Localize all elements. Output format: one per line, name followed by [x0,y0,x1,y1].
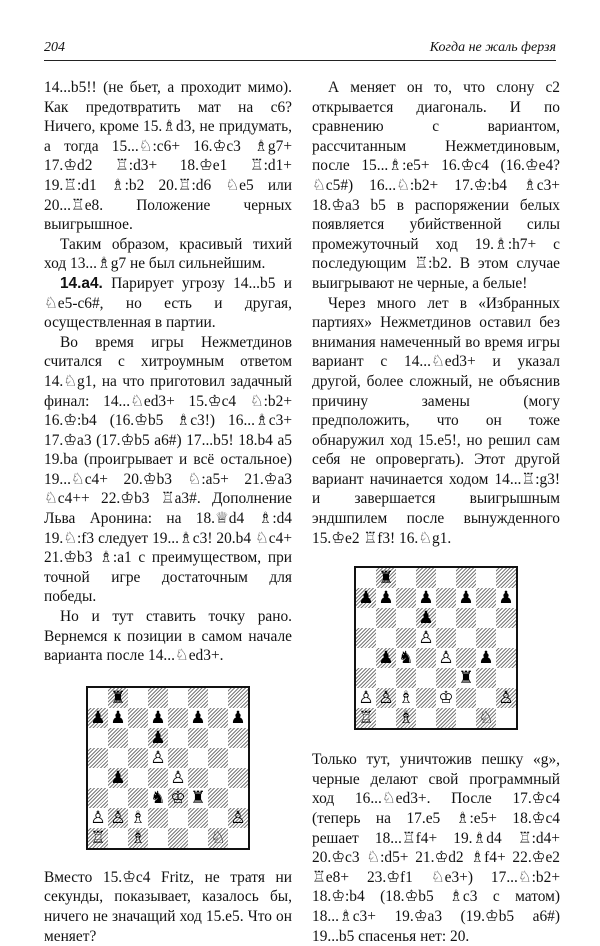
chess-piece-square: ♔ [436,688,456,708]
chess-piece-square: ♟ [108,708,128,728]
board-square [436,588,456,608]
board-square [456,648,476,668]
board-square [436,708,456,728]
board-square [208,768,228,788]
chess-board [86,686,250,850]
chess-piece-square: ♗ [396,688,416,708]
paragraph: Таким образом, красивый тихий ход 13...♗g7 не был сильнейшим. [44,235,292,273]
page-number: 204 [44,40,65,55]
paragraph: Только тут, уничтожив пешку «g», черные делают свой программный ход 16...♘ed3+. После 17.♔c4 (теперь на 17.e5 ♗:e5+ 18.♔c4 решает 18...♖f4+ 19.♗d4 ♖:d4+ 20.♔c3 ♘:d5+ 21.♔d2 ♗f4+ 22.♔e2 ♖e8+ 23.♔f1 ♘e3+) 17...♘:b2+ 18.♔:b4 (18.♔b5 ♗c3 с матом) 18...♗c3+ 19.♔a3 (19.♔b5 a6#) 19...b5 спасенья нет: 20. [312,751,560,945]
board-square [168,728,188,748]
move-number: 14.a4. [60,274,103,292]
chess-piece-square: ♙ [436,648,456,668]
board-square [476,688,496,708]
page-header [44,38,556,61]
paragraph: Во время игры Нежметдинов считался с хитроумным ответом 14.♘g1, на что приготовил задачный финал: 14...♘ed3+ 15.♔c4 ♘:b2+ 16.♔:b4 (16.♔b5 ♗c3!) 16...♗c3+ 17.♔a3 (17.♔b5 a6#) 17...b5! 18.b4 a5 19.ba (проигрывает и всё остальное) 19...♘c4+ 20.♔b3 ♘:a5+ 21.♔a3 ♘c4++ 22.♔b3 ♖a3#. Дополнение Льва Аронина: на 18.♕d4 ♗:d4 19.♘:f3 следует 19...♗c3! 20.b4 ♘c4+ 21.♔b3 ♗:a1 с преимуществом, при точной игре достаточным для победы. [44,333,292,606]
board-square [436,668,456,688]
board-square [188,768,208,788]
board-square [188,828,208,848]
board-square [356,608,376,628]
board-square [128,748,148,768]
board-square [168,708,188,728]
chess-piece-square: ♟ [416,608,436,628]
board-square [88,728,108,748]
paragraph: Через много лет в «Избранных партиях» Нежметдинов оставил без внимания намеченный во время игры вариант с 14...♘ed3+ и указал другой, более сложный, не объяснив причину замены (могу предположить, что он тоже обнаружил ход 15.e5!, но решил сам себя не опровергать). Этот другой вариант начинается ходом 14...♖:g3! и завершается выигрышным эндшпилем после вынужденного 15.♔e2 ♖f3! 16.♘g1. [312,294,560,547]
board-square [416,648,436,668]
board-square [496,608,516,628]
board-square [188,728,208,748]
board-square [208,728,228,748]
board-square [128,788,148,808]
board-square [456,628,476,648]
chess-piece-square: ♙ [416,628,436,648]
board-square [356,628,376,648]
board-square [88,748,108,768]
board-square [376,708,396,728]
chess-piece-square: ♙ [88,808,108,828]
chess-piece-square: ♗ [396,708,416,728]
board-square [228,788,248,808]
chess-piece-square: ♘ [208,828,228,848]
board-square [476,668,496,688]
running-title: Когда не жаль ферзя [429,40,556,55]
board-square [148,688,168,708]
chess-piece-square: ♜ [188,788,208,808]
chess-piece-square: ♙ [356,688,376,708]
chess-piece-square: ♞ [148,788,168,808]
chess-piece-square: ♟ [376,588,396,608]
board-square [396,608,416,628]
chess-piece-square: ♞ [396,648,416,668]
chess-piece-square: ♙ [376,688,396,708]
chess-diagram-1 [44,686,292,850]
chess-piece-square: ♟ [356,588,376,608]
board-square [228,688,248,708]
chess-piece-square: ♟ [476,648,496,668]
chess-piece-square: ♙ [108,808,128,828]
chess-piece-square: ♙ [148,748,168,768]
board-square [128,708,148,728]
board-square [88,688,108,708]
board-square [376,668,396,688]
chess-piece-square: ♜ [376,568,396,588]
board-square [356,648,376,668]
paragraph: Вместо 15.♔c4 Fritz, не тратя ни секунды, показывает, казалось бы, ничего не значащий ход 15.e5. Что он меняет? [44,868,292,945]
board-square [128,728,148,748]
chess-piece-square: ♙ [228,808,248,828]
chess-board [354,566,518,730]
board-square [496,668,516,688]
chess-piece-square: ♟ [148,728,168,748]
chess-piece-square: ♟ [188,708,208,728]
board-square [476,568,496,588]
board-square [168,828,188,848]
board-square [148,828,168,848]
board-square [476,608,496,628]
chess-piece-square: ♘ [476,708,496,728]
chess-piece-square: ♔ [168,788,188,808]
board-square [228,728,248,748]
board-square [476,588,496,608]
left-column [44,78,292,946]
chess-piece-square: ♖ [356,708,376,728]
board-square [228,748,248,768]
board-square [208,748,228,768]
chess-piece-square: ♟ [496,588,516,608]
board-square [128,688,148,708]
board-square [436,568,456,588]
board-square [148,768,168,788]
board-square [208,808,228,828]
chess-diagram-2 [312,566,560,730]
board-square [228,828,248,848]
chess-piece-square: ♙ [168,768,188,788]
paragraph: Но и тут ставить точку рано. Вернемся к позиции в самом начале варианта после 14...♘ed3+. [44,608,292,665]
chess-piece-square: ♜ [456,668,476,688]
board-square [208,788,228,808]
board-square [396,668,416,688]
board-square [496,708,516,728]
chess-piece-square: ♟ [376,648,396,668]
right-column [312,78,560,946]
board-square [148,808,168,828]
board-square [88,768,108,788]
board-square [376,628,396,648]
board-square [188,808,208,828]
board-square [168,688,188,708]
paragraph: А меняет он то, что слону c2 открывается диагональ. И по сравнению с вариантом, рассчитанным Нежметдиновым, после 15...♗:e5+ 16.♔c4 (16.♔e4? ♘c5#) 16...♘:b2+ 17.♔:b4 ♗c3+ 18.♔a3 b5 в распоряжении белых появляется убийственной силы промежуточный ход 19.♗:h7+ с последующим ♖:b2. В этом случае выигрывают не черные, а белые! [312,79,560,292]
paragraph-text: Парирует угрозу 14...b5 и ♘e5-c6#, но есть и другая, осуществленная в партии. [44,274,292,332]
board-square [396,628,416,648]
board-square [436,608,456,628]
board-square [416,708,436,728]
board-square [456,688,476,708]
board-square [496,648,516,668]
board-square [128,768,148,788]
board-square [496,568,516,588]
chess-piece-square: ♟ [108,768,128,788]
board-square [188,688,208,708]
board-square [416,688,436,708]
board-square [456,708,476,728]
board-square [168,748,188,768]
chess-piece-square: ♙ [496,688,516,708]
board-square [108,728,128,748]
board-square [228,768,248,788]
board-square [456,608,476,628]
board-square [456,568,476,588]
board-square [416,568,436,588]
board-square [356,668,376,688]
board-square [108,748,128,768]
chess-piece-square: ♜ [108,688,128,708]
board-square [88,788,108,808]
chess-piece-square: ♟ [228,708,248,728]
chess-piece-square: ♗ [128,828,148,848]
board-square [496,628,516,648]
board-square [356,568,376,588]
chess-piece-square: ♖ [88,828,108,848]
chess-piece-square: ♟ [148,708,168,728]
board-square [108,828,128,848]
chess-piece-square: ♟ [88,708,108,728]
board-square [188,748,208,768]
board-square [108,788,128,808]
paragraph: 14...b5!! (не бьет, а проходит мимо). Как предотвратить мат на c6? Ничего, кроме 15.♗d3, не придумать, а тогда 15...♘:c6+ 16.♔c3 ♗g7+ 17.♔d2 ♖:d3+ 18.♔e1 ♖:d1+ 19.♖:d1 ♗:b2 20.♖:d6 ♘e5 или 20...♖e8. Положение черных выигрышное. [44,79,292,234]
board-square [208,708,228,728]
board-square [396,588,416,608]
board-square [476,628,496,648]
chess-piece-square: ♗ [128,808,148,828]
board-square [376,608,396,628]
chess-piece-square: ♟ [456,588,476,608]
board-square [208,688,228,708]
paragraph [44,274,292,333]
board-square [436,628,456,648]
board-square [416,668,436,688]
board-square [396,568,416,588]
board-square [168,808,188,828]
chess-piece-square: ♟ [416,588,436,608]
